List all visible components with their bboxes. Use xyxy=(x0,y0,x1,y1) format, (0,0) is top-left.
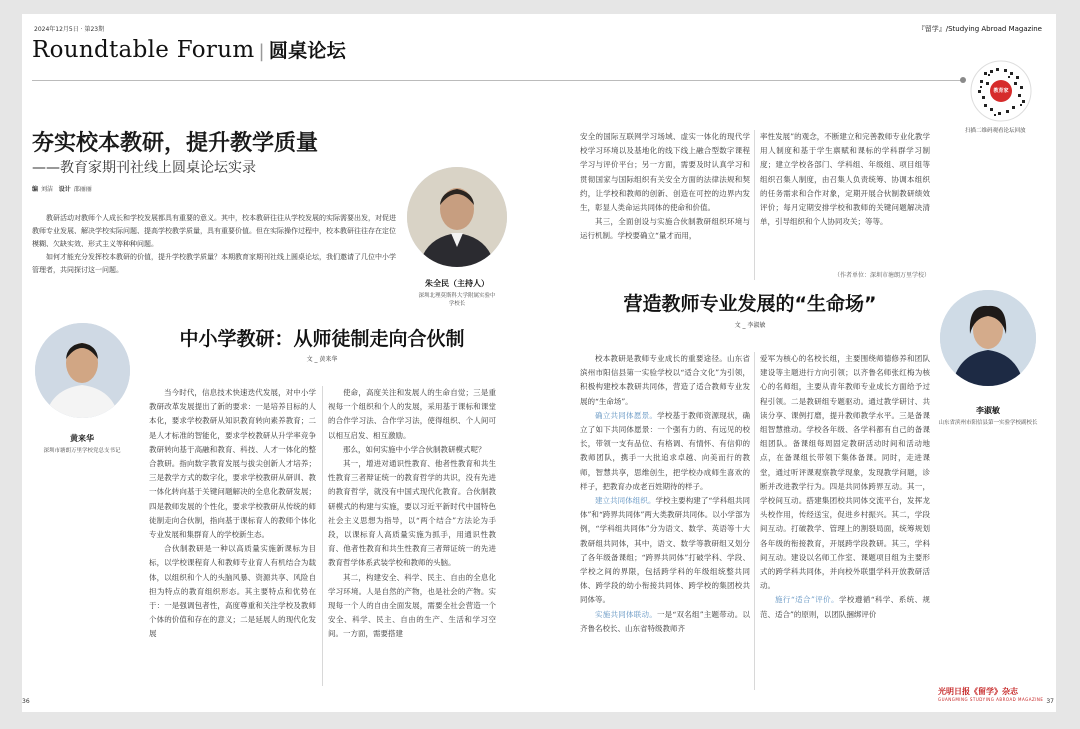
page-number-right: 37 xyxy=(1046,698,1054,705)
section-title-cn: 圆桌论坛 xyxy=(268,40,347,62)
rule-dot xyxy=(960,77,966,83)
section2-byline: 文 _ 李淑敏 xyxy=(734,322,766,329)
continuation-col2: 率性发展”的观念，不断建立和完善教师专业化教学用人制度和基于学生禀赋和课标的学科群学习制度；建立学校各部门、学科组、年级组、项目组等组织召集人制度，由召集人负责统筹、协调本组织的任务需求和合作对象，定期开展合伙制教研绩效评价；每月定期安排学校和教师的关键问题解决清单，引导组织和个人协同攻关；等等。 xyxy=(760,132,930,227)
section-title-en: Roundtable Forum xyxy=(32,37,255,63)
issue-date: 2024年12月5日 · 第23期 xyxy=(34,26,105,33)
logo-text: 光明日报《留学》杂志 xyxy=(938,687,1018,696)
header-rule xyxy=(32,80,540,81)
section2-paragraph: 实施共同体联动。一是“双名组”主题带动。以齐鲁名校长、山东省特级教师齐 xyxy=(580,609,750,633)
article-subtitle: ——教育家期刊社线上圆桌论坛实录 xyxy=(32,160,256,176)
credits: 编 刘洁 设计 邵丽丽 xyxy=(32,186,92,193)
column-divider xyxy=(322,386,323,686)
host-role: 深圳北理莫斯科大学附属实验中学校长 xyxy=(418,293,496,307)
page-number-left: 36 xyxy=(22,698,30,705)
speaker2-name: 李淑敏 xyxy=(976,406,1000,415)
logo-subtext: GUANGMING STUDYING ABROAD MAGAZINE xyxy=(938,697,1044,702)
section1-heading: 中小学教研：从师徒制走向合伙制 xyxy=(179,328,465,350)
article-intro: 教研活动对教师个人成长和学校发展都具有重要的意义。其中，校本教研往往从学校发展的实际需要出发，对促进教师专业发展、解决学校实际问题、提高学校教学质量，具有重要价值。但在实际操作过程中，校本教研往往存在定位模糊、欠缺实效、形式主义等种种问题。 如何才能充分发挥校本教研的价值，提升学校教学质量？本期教育家期刊社线上圆桌论坛，我们邀请了几位中小学管理者，共同探讨这一问题。 xyxy=(32,214,396,274)
section2-heading: 营造教师专业发展的“生命场” xyxy=(623,293,877,315)
speaker2-photo xyxy=(940,290,1036,386)
speaker1-photo xyxy=(35,323,130,418)
header-rule xyxy=(540,80,964,81)
right-page xyxy=(540,14,1056,712)
section2-paragraph: 爱军为核心的名校长组，主要围绕师德修养和团队建设等主题进行方向引领；以齐鲁名师张红梅为核心的名师组，主要从青年教师专业成长方面给予过程引领。二是教研组专题驱动。通过教学研讨、共读分享、课例打磨，提升教师教学水平。三是备课组智慧推动。学校各年级、各学科都有自己的备课组团队。备课组每周固定教研活动时间和活动地点，在备课组长带领下集体备课。同时，走进课堂，通过听评课观察教学现象，发现教学问题，诊断并改进教学行为。四是共同体跨界互动。其一，学校间互动。搭建集团校共同体交流平台，发挥龙头校作用，传经送宝，促进乡村振兴。其二，学段间互动。打破教学、管理上的割裂局面，统筹规划各年级的衔接教育，开展跨学段教研。其三，学科间互动。建设以名师工作室、课题项目组为主要形式的跨学科共同体，并向校外联盟学科开放教研活动。 xyxy=(760,354,930,591)
section-title: Roundtable Forum | 圆桌论坛 xyxy=(32,37,347,63)
section2-col2 xyxy=(760,352,930,690)
host-name: 朱全民（主持人） xyxy=(425,279,489,288)
qr-badge: 教育家 xyxy=(993,88,1009,94)
section1-col2: 使命，高度关注和发展人的生命自觉；三是重视每一个组织和个人的发展，采用基于课标和课堂的合作学习法、合作学习法，使得组织、个人间可以相互启发、相互激励。 那么，如何实施中小学合伙制教研模式呢？ 其一，增进对通识性教育、他者性教育和共生性教育三者辩证统一的教育哲学的共识，没有先进的教育哲学，就没有中国式现代化教育。合伙制教研模式的构建与实施，要以习近平新时代中国特色社会主义思想为指导，以“两个结合”方法论为手段，以课标育人高质量实施为抓手，用通识性教育、他者性教育和共生性教育三者辩证统一的先进教育哲学体系武装学校和教师的头脑。 其二，构建安全、科学、民主、自由的全息化学习环境。人是自然的产物，也是社会的产物。实现每一个人的自由全面发展，需要全社会营造一个安全、科学、民主、自由的生产、生活和学习空间。一方面，需要搭建 xyxy=(328,388,496,639)
qr-code[interactable] xyxy=(970,60,1032,122)
section2-paragraph: 校本教研是教师专业成长的重要途径。山东省滨州市阳信县第一实验学校以“适合文化”为引领，积极构建校本教研共同体，营造了适合教师专业发展的“生命场”。 xyxy=(580,354,750,406)
continuation-col1: 安全的国际互联网学习场域、虚实一体化的现代学校学习环境以及基地化的线下线上融合型数字课程学习与评价平台；另一方面，需要及时认真学习和贯彻国家与国际组织有关安全方面的法律法规和契约，让学校和教师的创新、创造在可控的边界内发生，彰显人类命运共同体的使命和价值。 其三，全面创设与实施合伙制教研组织环境与运行机制。学校要确立“量才而用， xyxy=(580,132,750,241)
section2-paragraph: 建立共同体组织。学校主要构建了“学科组共同体”和“跨界共同体”两大类教研共同体。以小学部为例，“学科组共同体”分为语文、数学、英语等十大教研组共同体，其中，语文、数学等教研组又划分了各年级备课组；“跨界共同体”打破学科、学段、学校之间的界限，包括跨学科的年级组统整共同体、跨学段的幼小衔接共同体、跨学校的集团校共同体等。 xyxy=(580,496,750,605)
section1-col1: 当今时代，信息技术快速迭代发展，对中小学教研改革发展提出了新的要求：一是培养目标的人本化，要求学校教研从知识教育转向素养教育；二是人才标准的智能化，要求学校教研从升学率竞争教研转向基于高融和教育、科技、人才一体化的整合教研。指向数字教育发展与拔尖创新人才培养；三是教学方式的数字化，要求学校教研从研训、教一体化转向基于关键问题解决的全息化教研发展；四是教师发展的个性化，要求学校教研从传统的师徒制走向合伙制，指向基于课标育人的教师个体化专业发展和集群育人的学校新生态。 合伙制教研是一种以高质量实施新课标为目标，以学校课程育人和教师专业育人有机结合为载体，以组织和个人的头脑风暴、资源共享、风险自担为特点的教育组织形态。其主要特点和优势在于：一是强调包者性，高度尊重和关注学校及教师个体的价值和存在的意义；二是延展人的现代化发展 xyxy=(149,388,316,639)
left-page xyxy=(22,14,540,712)
qr-caption: 扫描二维码观看论坛回放 xyxy=(965,128,1026,134)
section2-col1 xyxy=(580,352,750,690)
section1-byline: 文 _ 黄来华 xyxy=(306,356,338,363)
column-divider xyxy=(754,352,755,690)
portrait-icon xyxy=(940,290,1036,386)
section2-paragraph: 确立共同体愿景。学校基于教师资源现状，确立了如下共同体愿景：一个强有力的、有远见的校长，带领一支有品位、有格调、有情怀、有信仰的教师团队，携手一大批追求卓越、向美而行的教师，智慧共享，思维创生，把学校办成师生喜欢的样子，把教育办成老百姓期待的样子。 xyxy=(580,410,750,491)
author-affiliation: （作者单位：深圳市塘朗万里学校） xyxy=(833,272,930,279)
column-divider xyxy=(754,130,755,280)
article-title: 夯实校本教研，提升教学质量 xyxy=(32,131,319,156)
speaker1-role: 深圳市塘朗万里学校党总支书记 xyxy=(43,448,121,454)
speaker1-name: 黄来华 xyxy=(70,434,94,443)
portrait-icon xyxy=(35,323,130,418)
magazine-name: 『留学』/Studying Abroad Magazine xyxy=(917,25,1042,33)
section2-paragraph: 施行“适合”评价。学校遵循“科学、系统、规范、适合”的原则，以团队捆绑评价 xyxy=(760,595,930,619)
portrait-icon xyxy=(407,167,507,267)
magazine-logo xyxy=(938,686,1043,702)
speaker2-role: 山东省滨州市阳信县第一实验学校副校长 xyxy=(938,420,1038,426)
host-photo xyxy=(407,167,507,267)
